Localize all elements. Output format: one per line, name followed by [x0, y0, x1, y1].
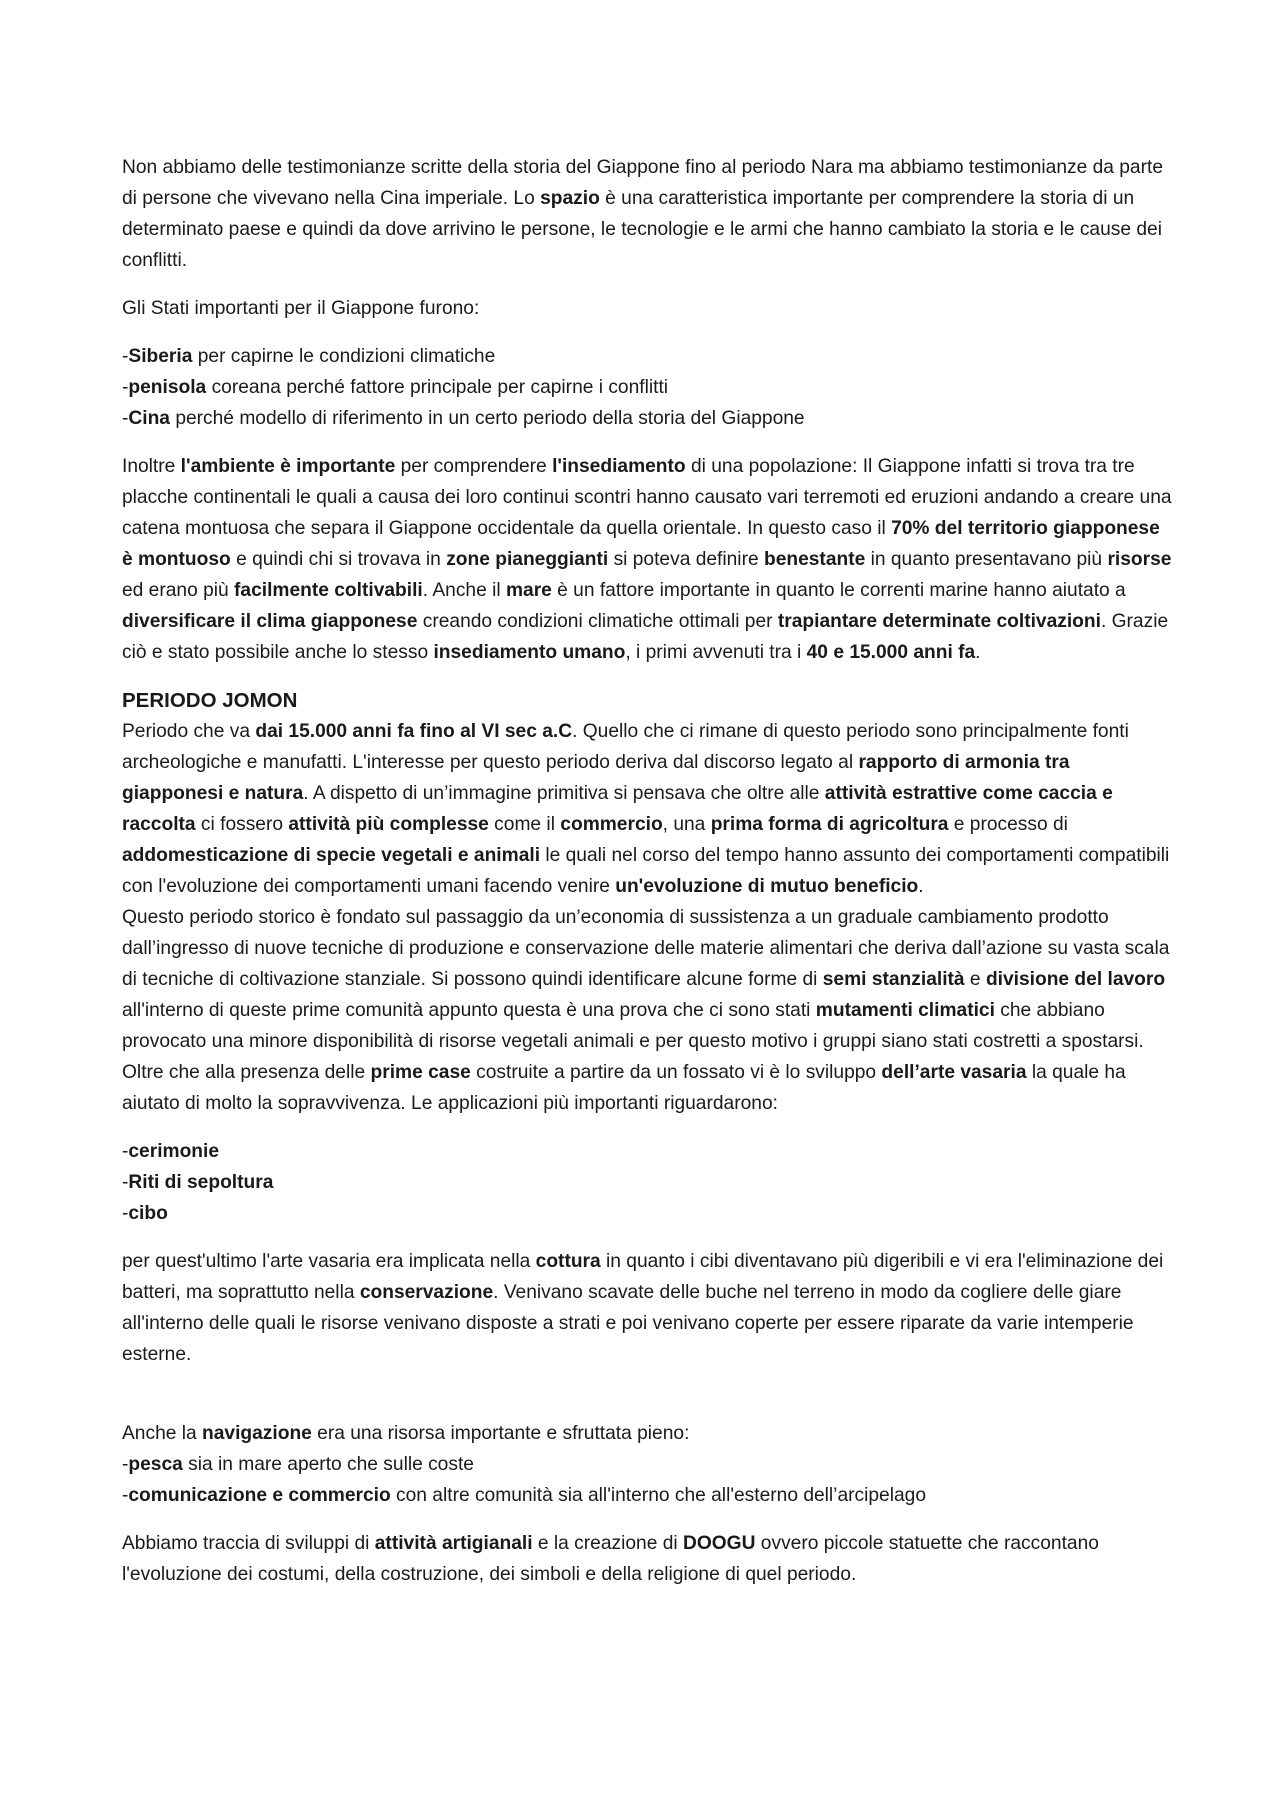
bold-text: diversificare il clima giapponese	[122, 611, 418, 632]
text-run: -	[122, 1454, 129, 1475]
text-run: è un fattore importante in quanto le correnti marine hanno aiutato a	[551, 580, 1126, 601]
text-run: . Venivano scavate delle buche nel terreno in modo da cogliere delle giare all'interno delle quali le risorse venivano disposte a strati e poi venivano coperte per essere riparate da varie intemperie esterne.	[122, 1282, 1134, 1365]
paragraph-food-preservation	[122, 1246, 1172, 1370]
bold-text: facilmente coltivabili	[234, 580, 423, 601]
bold-text: Siberia	[128, 346, 193, 367]
text-run: .	[918, 876, 924, 897]
text-run: era una risorsa importante e sfruttata pieno:	[311, 1423, 690, 1444]
bold-text: spazio	[540, 188, 600, 209]
paragraph-intro	[122, 152, 1172, 276]
text-run: per capirne le condizioni climatiche	[192, 346, 496, 367]
bold-text: penisola	[128, 377, 207, 398]
text-run: . Anche il	[422, 580, 506, 601]
text-run: -	[122, 408, 129, 429]
bold-text: insediamento umano	[433, 642, 626, 663]
bold-text: DOOGU	[682, 1533, 756, 1554]
text-run: come il	[488, 814, 561, 835]
text-run: in quanto presentavano più	[865, 549, 1108, 570]
list-navigation-uses	[122, 1449, 1172, 1511]
text-run: costruite a partire da un fossato vi è lo sviluppo	[470, 1062, 882, 1083]
text-run: è una caratteristica importante per comprendere la storia di un determinato paese e quindi da dove arrivino le persone, le tecnologie e le armi che hanno cambiato la storia e le cause dei conflitti.	[122, 188, 1162, 271]
bold-text: cottura	[535, 1251, 601, 1272]
bold-text: 70% del territorio giapponese è montuoso	[122, 518, 1160, 570]
text-run: che abbiano provocato una minore disponibilità di risorse vegetali animali e per questo motivo i gruppi siano stati costretti a spostarsi.	[122, 1000, 1144, 1052]
list-item	[122, 403, 1172, 434]
bold-text: un'evoluzione di mutuo beneficio	[615, 876, 919, 897]
bold-text: mare	[505, 580, 552, 601]
text-run: all'interno di queste prime comunità appunto questa è una prova che ci sono stati	[122, 1000, 816, 1021]
bold-text: comunicazione e commercio	[128, 1485, 391, 1506]
section-heading-jomon: PERIODO JOMON	[122, 689, 298, 712]
text-run: le quali nel corso del tempo hanno assunto dei comportamenti compatibili con l'evoluzione dei comportamenti umani facendo venire	[122, 845, 1170, 897]
text-run: Anche la	[122, 1423, 203, 1444]
paragraph-crafts	[122, 1528, 1172, 1590]
text-run: per comprendere	[395, 456, 553, 477]
text-run: -	[122, 1141, 129, 1162]
text-run: ci fossero	[195, 814, 289, 835]
text-run: si poteva definire	[608, 549, 764, 570]
text-run: Inoltre	[122, 456, 181, 477]
text-run: Oltre che alla presenza delle	[122, 1062, 371, 1083]
bold-text: cibo	[128, 1203, 168, 1224]
paragraph-environment	[122, 451, 1172, 668]
text-run: la quale ha aiutato di molto la sopravvivenza. Le applicazioni più importanti riguardarono:	[122, 1062, 1126, 1114]
text-run: e	[964, 969, 986, 990]
text-run: . A dispetto di un’immagine primitiva si pensava che oltre alle	[303, 783, 825, 804]
text-run: di una popolazione: Il Giappone infatti si trova tra tre placche continentali le quali a causa dei loro continui scontri hanno causato vari terremoti ed eruzioni andando a creare una catena montuosa che separa il Giappone occidentale da quella orientale. In questo caso il	[122, 456, 1172, 539]
text-run: in quanto i cibi diventavano più digeribili e vi era l'eliminazione dei batteri, ma soprattutto nella	[122, 1251, 1164, 1303]
text-run: perché modello di riferimento in un certo periodo della storia del Giappone	[169, 408, 805, 429]
bold-text: conservazione	[359, 1282, 494, 1303]
text-run: .	[975, 642, 981, 663]
list-pottery-uses	[122, 1136, 1172, 1229]
text-run: Questo periodo storico è fondato sul passaggio da un’economia di sussistenza a un graduale cambiamento prodotto dall’ingresso di nuove tecniche di produzione e conservazione delle materie alimentari che deriva dall’azione su vasta scala di tecniche di coltivazione stanziale. Si possono quindi identificare alcune forme di	[122, 907, 1170, 990]
bold-text: rapporto di armonia tra giapponesi e natura	[122, 752, 1070, 804]
text-run: . Quello che ci rimane di questo periodo sono principalmente fonti archeologiche e manufatti. L'interesse per questo periodo deriva dal discorso legato al	[122, 721, 1129, 773]
bold-text: trapiantare determinate coltivazioni	[777, 611, 1101, 632]
list-item	[122, 1480, 1172, 1511]
text-run: -	[122, 1485, 129, 1506]
bold-text: mutamenti climatici	[815, 1000, 995, 1021]
text-run: -	[122, 377, 129, 398]
document-body	[122, 152, 1172, 1590]
bold-text: prime case	[370, 1062, 471, 1083]
text-run: Abbiamo traccia di sviluppi di	[122, 1533, 375, 1554]
text-run: Gli Stati importanti per il Giappone furono:	[122, 298, 480, 319]
bold-text: l'ambiente è importante	[180, 456, 396, 477]
text-run: . Grazie ciò e stato possibile anche lo stesso	[122, 611, 1169, 663]
text-run: Periodo che va	[122, 721, 256, 742]
bold-text: l'insediamento	[552, 456, 686, 477]
text-run: e la creazione di	[532, 1533, 683, 1554]
list-item	[122, 372, 1172, 403]
bold-text: dai 15.000 anni fa fino al VI sec a.C	[255, 721, 573, 742]
list-item	[122, 341, 1172, 372]
list-item	[122, 1167, 1172, 1198]
paragraph-navigation	[122, 1418, 1172, 1449]
paragraph-jomon-period	[122, 716, 1172, 902]
paragraph-subsistence	[122, 902, 1172, 1057]
text-run: -	[122, 1172, 129, 1193]
list-item	[122, 1198, 1172, 1229]
paragraph-states-intro	[122, 293, 1172, 324]
bold-text: Cina	[128, 408, 170, 429]
bold-text: dell’arte vasaria	[881, 1062, 1027, 1083]
text-run: con altre comunità sia all'interno che all'esterno dell’arcipelago	[390, 1485, 926, 1506]
bold-text: attività più complesse	[288, 814, 489, 835]
bold-text: attività artigianali	[374, 1533, 533, 1554]
bold-text: attività estrattive come caccia e raccolta	[122, 783, 1113, 835]
text-run: e processo di	[948, 814, 1068, 835]
text-run: Non abbiamo delle testimonianze scritte della storia del Giappone fino al periodo Nara ma abbiamo testimonianze da parte di persone che vivevano nella Cina imperiale. Lo	[122, 157, 1163, 209]
text-run: ovvero piccole statuette che raccontano l'evoluzione dei costumi, della costruzione, dei simboli e della religione di quel periodo.	[122, 1533, 1099, 1585]
bold-text: risorse	[1107, 549, 1172, 570]
bold-text: semi stanzialità	[822, 969, 965, 990]
bold-text: commercio	[560, 814, 663, 835]
bold-text: zone pianeggianti	[446, 549, 609, 570]
text-run: creando condizioni climatiche ottimali per	[417, 611, 778, 632]
text-run: -	[122, 1203, 129, 1224]
list-item	[122, 1449, 1172, 1480]
bold-text: 40 e 15.000 anni fa	[806, 642, 976, 663]
text-run: coreana perché fattore principale per capirne i conflitti	[206, 377, 669, 398]
list-item	[122, 1136, 1172, 1167]
text-run: ed erano più	[122, 580, 235, 601]
bold-text: navigazione	[202, 1423, 312, 1444]
text-run: , una	[662, 814, 711, 835]
bold-text: Riti di sepoltura	[128, 1172, 274, 1193]
bold-text: divisione del lavoro	[985, 969, 1166, 990]
text-run: -	[122, 346, 129, 367]
text-run: e quindi chi si trovava in	[230, 549, 447, 570]
paragraph-pottery	[122, 1057, 1172, 1119]
bold-text: benestante	[763, 549, 866, 570]
list-important-states	[122, 341, 1172, 434]
bold-text: prima forma di agricoltura	[710, 814, 949, 835]
text-run: , i primi avvenuti tra i	[625, 642, 807, 663]
bold-text: pesca	[128, 1454, 183, 1475]
bold-text: cerimonie	[128, 1141, 220, 1162]
text-run: per quest'ultimo l'arte vasaria era implicata nella	[122, 1251, 536, 1272]
bold-text: addomesticazione di specie vegetali e animali	[122, 845, 541, 866]
text-run: sia in mare aperto che sulle coste	[182, 1454, 474, 1475]
